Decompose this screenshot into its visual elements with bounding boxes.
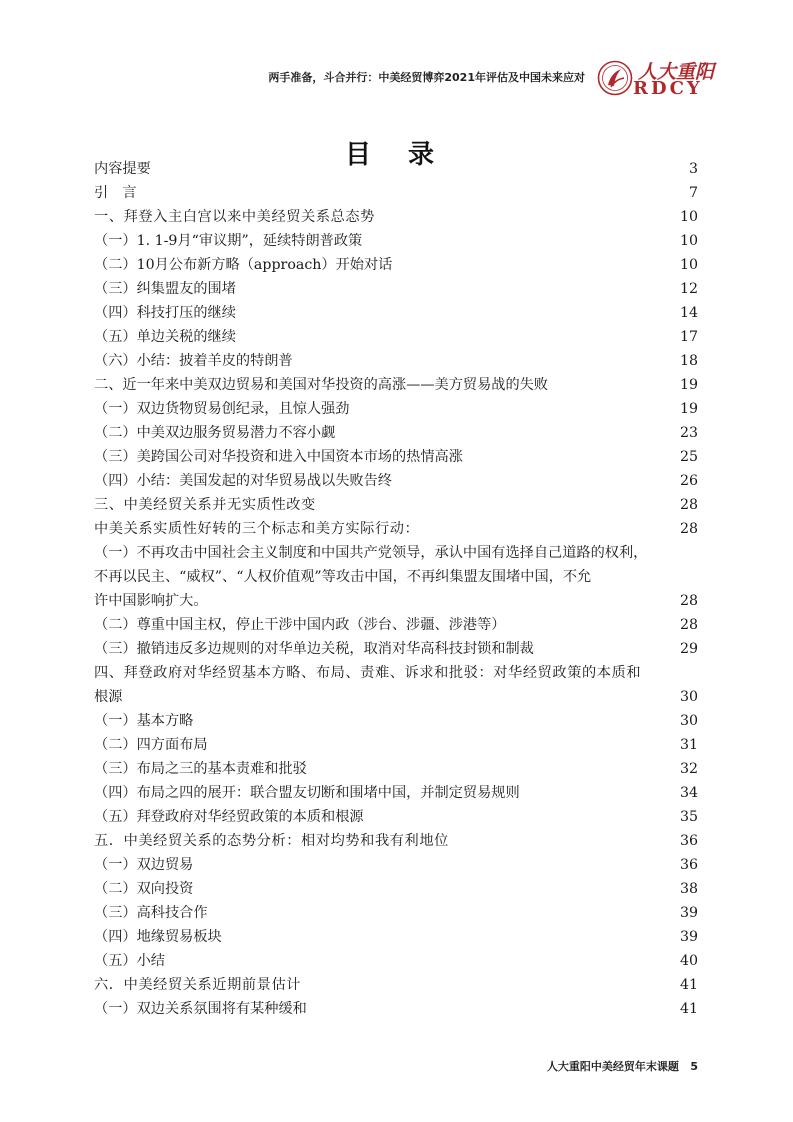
- toc-entry[interactable]: [94, 685, 698, 709]
- page-number: 5: [690, 1060, 698, 1073]
- toc-title: 目 录: [344, 140, 449, 170]
- footer-text: 人大重阳中美经贸年末课题: [546, 1060, 679, 1073]
- toc-entry-label: （二）双向投资: [94, 881, 194, 897]
- toc-entry-label: （三）撤销违反多边规则的对华单边关税，取消对华高科技封锁和制裁: [94, 641, 534, 657]
- toc-entry-page: 28: [679, 497, 698, 513]
- toc-entry-label: （一）双边贸易: [94, 857, 194, 873]
- toc-entry-page: 10: [679, 233, 698, 249]
- toc-entry-label: （一）双边货物贸易创纪录，且惊人强劲: [94, 401, 350, 417]
- logo-english-text: RDCY: [633, 78, 703, 99]
- toc-entry-page: 19: [679, 377, 698, 393]
- toc-entry-page: 29: [679, 641, 698, 657]
- toc-entry[interactable]: [94, 661, 698, 685]
- toc-entry-label: 不再以民主、“威权”、“人权价值观”等攻击中国，不再纠集盟友围堵中国，不允: [94, 569, 592, 585]
- toc-entry[interactable]: [94, 181, 698, 205]
- toc-entry-label: 引 言: [94, 185, 137, 201]
- toc-entry[interactable]: [94, 877, 698, 901]
- toc-entry-label: 内容提要: [94, 161, 151, 177]
- toc-entry-label: 二、近一年来中美双边贸易和美国对华投资的高涨——美方贸易战的失败: [94, 377, 549, 393]
- toc-entry-page: 19: [679, 401, 698, 417]
- toc-entry-label: 一、拜登入主白宫以来中美经贸关系总态势: [94, 209, 375, 225]
- toc-entry[interactable]: [94, 469, 698, 493]
- rdcy-seal-icon: [597, 60, 633, 96]
- toc-entry-label: 四、拜登政府对华经贸基本方略、布局、责难、诉求和批驳：对华经贸政策的本质和: [94, 665, 642, 681]
- toc-entry[interactable]: [94, 157, 698, 181]
- toc-entry[interactable]: [94, 973, 698, 997]
- toc-entry-label: 中美关系实质性好转的三个标志和美方实际行动：: [94, 521, 420, 537]
- toc-entry[interactable]: [94, 229, 698, 253]
- toc-entry-label: （一）基本方略: [94, 713, 194, 729]
- toc-entry[interactable]: [94, 829, 698, 853]
- toc-entry[interactable]: [94, 925, 698, 949]
- toc-entry[interactable]: [94, 373, 698, 397]
- toc-entry-page: 39: [679, 929, 698, 945]
- toc-entry-page: 28: [679, 521, 698, 537]
- toc-entry-label: （五）拜登政府对华经贸政策的本质和根源: [94, 809, 364, 825]
- toc-entry[interactable]: [94, 709, 698, 733]
- toc-entry-label: （五）小结: [94, 953, 165, 969]
- toc-entry-label: （一）双边关系氛围将有某种缓和: [94, 1001, 307, 1017]
- toc-entry-page: 25: [679, 449, 698, 465]
- toc-entry[interactable]: [94, 733, 698, 757]
- toc-entry[interactable]: [94, 517, 698, 541]
- running-header: 两手准备，斗合并行：中美经贸博弈2021年评估及中国未来应对: [268, 71, 585, 84]
- toc-entry-page: 7: [688, 185, 698, 201]
- toc-entry[interactable]: [94, 421, 698, 445]
- toc-entry[interactable]: [94, 637, 698, 661]
- toc-entry[interactable]: [94, 853, 698, 877]
- toc-entry[interactable]: [94, 277, 698, 301]
- toc-entry-page: 41: [679, 1001, 698, 1017]
- toc-entry[interactable]: [94, 445, 698, 469]
- toc-entry[interactable]: [94, 493, 698, 517]
- toc-entry[interactable]: [94, 949, 698, 973]
- toc-entry-page: 40: [679, 953, 698, 969]
- toc-entry-page: 38: [679, 881, 698, 897]
- toc-entry[interactable]: [94, 781, 698, 805]
- toc-entry-page: 34: [679, 785, 698, 801]
- toc-entry[interactable]: [94, 757, 698, 781]
- toc-entry-page: 18: [679, 353, 698, 369]
- toc-entry-label: 五．中美经贸关系的态势分析：相对均势和我有利地位: [94, 833, 449, 849]
- toc-entry-page: 39: [679, 905, 698, 921]
- toc-entry-label: （三）美跨国公司对华投资和进入中国资本市场的热情高涨: [94, 449, 463, 465]
- toc-entry-label: （四）科技打压的继续: [94, 305, 236, 321]
- table-of-contents: [94, 157, 698, 1021]
- toc-entry-label: （三）高科技合作: [94, 905, 208, 921]
- toc-entry-page: 30: [679, 689, 698, 705]
- toc-entry[interactable]: [94, 205, 698, 229]
- toc-entry-page: 30: [679, 713, 698, 729]
- toc-entry-label: 根源: [94, 689, 123, 705]
- toc-entry[interactable]: [94, 349, 698, 373]
- toc-entry[interactable]: [94, 589, 698, 613]
- toc-entry[interactable]: [94, 805, 698, 829]
- toc-entry[interactable]: [94, 901, 698, 925]
- toc-entry-page: 17: [679, 329, 698, 345]
- page-footer: [480, 1058, 698, 1074]
- toc-entry-page: 3: [688, 161, 698, 177]
- toc-entry[interactable]: [94, 325, 698, 349]
- toc-entry-page: 31: [679, 737, 698, 753]
- toc-entry-label: （三）布局之三的基本责难和批驳: [94, 761, 307, 777]
- toc-entry-label: （四）小结：美国发起的对华贸易战以失败告终: [94, 473, 392, 489]
- toc-entry-label: （四）地缘贸易板块: [94, 929, 222, 945]
- toc-entry-page: 10: [679, 209, 698, 225]
- toc-entry-label: （一）不再攻击中国社会主义制度和中国共产党领导，承认中国有选择自己道路的权利，: [94, 545, 648, 561]
- toc-entry[interactable]: [94, 613, 698, 637]
- toc-entry[interactable]: [94, 253, 698, 277]
- toc-entry-page: 41: [679, 977, 698, 993]
- toc-entry-page: 28: [679, 617, 698, 633]
- toc-entry[interactable]: [94, 997, 698, 1021]
- toc-entry[interactable]: [94, 541, 698, 565]
- toc-entry-page: 32: [679, 761, 698, 777]
- toc-entry-label: （一）1. 1-9月“审议期”，延续特朗普政策: [94, 233, 363, 249]
- toc-entry-label: （二）四方面布局: [94, 737, 208, 753]
- toc-entry-label: 许中国影响扩大。: [94, 593, 208, 609]
- toc-entry-label: （六）小结：披着羊皮的特朗普: [94, 353, 293, 369]
- logo-chinese-text: 人大重阳: [638, 61, 715, 83]
- toc-entry[interactable]: [94, 301, 698, 325]
- toc-entry-page: 36: [679, 857, 698, 873]
- toc-entry-label: 六．中美经贸关系近期前景估计: [94, 977, 302, 993]
- toc-entry-label: 三、中美经贸关系并无实质性改变: [94, 497, 316, 513]
- toc-entry-page: 10: [679, 257, 698, 273]
- toc-entry[interactable]: [94, 397, 698, 421]
- toc-entry-label: （二）10月公布新方略（approach）开始对话: [94, 257, 393, 273]
- toc-entry-label: （二）尊重中国主权，停止干涉中国内政（涉台、涉疆、涉港等）: [94, 617, 506, 633]
- toc-entry-label: （五）单边关税的继续: [94, 329, 236, 345]
- toc-entry-page: 26: [679, 473, 698, 489]
- toc-entry-page: 28: [679, 593, 698, 609]
- toc-entry-label: （二）中美双边服务贸易潜力不容小觑: [94, 425, 336, 441]
- rdcy-logo: [597, 56, 715, 100]
- toc-entry-page: 14: [679, 305, 698, 321]
- toc-entry-page: 12: [679, 281, 698, 297]
- toc-entry-page: 23: [679, 425, 698, 441]
- toc-entry-label: （四）布局之四的展开：联合盟友切断和围堵中国，并制定贸易规则: [94, 785, 520, 801]
- toc-entry-page: 35: [679, 809, 698, 825]
- toc-entry-page: 36: [679, 833, 698, 849]
- toc-entry-label: （三）纠集盟友的围堵: [94, 281, 236, 297]
- toc-entry[interactable]: [94, 565, 698, 589]
